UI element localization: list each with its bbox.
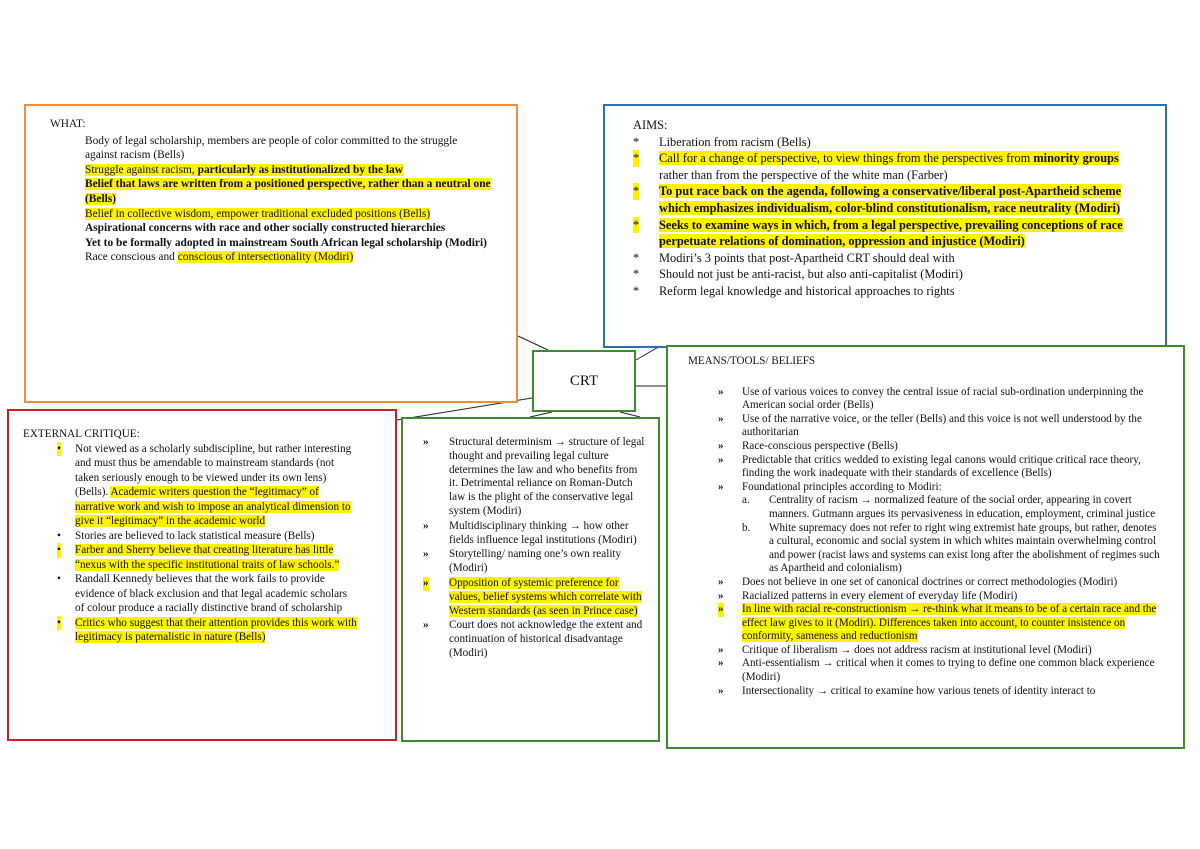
aims-item	[633, 150, 1145, 183]
means-item	[688, 590, 1161, 604]
text-segment: Not viewed as a scholarly subdiscipline, but rather interesting and must thus be amendable to mainstream standards (not taken seriously enough to be viewed under its own lens) (Bells).	[75, 442, 352, 498]
text-segment: Should not just be anti-racist, but also anti-capitalist (Modiri)	[659, 267, 963, 282]
what-item	[85, 236, 492, 251]
means-bullet-icon: »	[718, 643, 724, 656]
means-bullet-icon: »	[718, 575, 724, 588]
middle-item	[421, 548, 648, 576]
means-sublist	[742, 494, 1161, 576]
middle-item	[421, 520, 648, 548]
aims-item	[633, 217, 1145, 250]
means-bullet-icon: »	[718, 480, 724, 493]
text-segment: Anti-essentialism → critical when it comes to trying to define one common black experience (Modiri)	[742, 657, 1155, 684]
text-segment: Structural determinism → structure of legal thought and prevailing legal culture determines the law and who benefits from it. Detrimental reliance on Roman-Dutch law is the plight of the conservative legal system (Modiri)	[449, 436, 645, 517]
aims-title: AIMS:	[633, 118, 668, 132]
external-bullet-icon: •	[57, 616, 61, 629]
text-segment: Belief that laws are written from a positioned perspective, rather than a neutral one (Bells)	[85, 178, 491, 205]
text-segment: Modiri’s 3 points that post-Apartheid CRT should deal with	[659, 250, 955, 265]
means-title: MEANS/TOOLS/ BELIEFS	[688, 355, 816, 367]
crt-label: CRT	[569, 372, 599, 389]
text-segment: Race conscious and	[85, 251, 178, 264]
text-segment: Does not believe in one set of canonical doctrines or correct methodologies (Modiri)	[742, 575, 1118, 588]
text-segment: Farber and Sherry believe that creating literature has little “nexus with the specific institutional traits of law schools.”	[75, 544, 340, 571]
what-item	[85, 221, 492, 236]
aims-box	[603, 104, 1167, 348]
aims-bullet-icon: *	[633, 267, 640, 282]
text-segment: In line with racial re-constructionism → re-think what it means to be of a certain race and the effect law gives to it (Modiri). Differences taken into account, to counter insistence on conformity, sameness and reductionism	[742, 603, 1157, 643]
what-item	[85, 207, 492, 222]
means-box	[666, 345, 1185, 749]
aims-item	[633, 250, 1145, 267]
means-bullet-icon: »	[718, 603, 724, 616]
middle-bullet-icon: »	[423, 548, 429, 561]
text-segment: Call for a change of perspective, to view things from the perspectives from	[659, 151, 1034, 166]
text-segment: Aspirational concerns with race and other socially constructed hierarchies	[85, 222, 446, 235]
means-item	[688, 440, 1161, 454]
sub-marker: b.	[742, 521, 751, 534]
text-segment: conscious of intersectionality (Modiri)	[177, 251, 354, 264]
text-segment: Foundational principles according to Modiri:	[742, 480, 942, 493]
text-segment: Predictable that critics wedded to existing legal canons would critique critical race theory, finding the work inadequate with their standards of excellence (Bells)	[742, 453, 1141, 480]
middle-bullet-icon: »	[423, 619, 429, 632]
connector-what	[518, 336, 548, 350]
text-segment: White supremacy does not refer to right wing extremist hate groups, but rather, denotes a cultural, economic and social system in which whites maintain overwhelming control and power (racist laws and systems can exist long after the abolishment of regimes such as Apartheid and colonialism)	[769, 521, 1160, 575]
aims-bullet-icon: *	[633, 134, 640, 149]
means-item	[688, 657, 1161, 684]
what-box	[24, 104, 518, 403]
text-segment: Race-conscious perspective (Bells)	[742, 439, 898, 452]
aims-list	[633, 134, 1145, 300]
means-bullet-icon: »	[718, 453, 724, 466]
aims-bullet-icon: *	[633, 217, 640, 232]
means-item	[688, 481, 1161, 576]
external-item	[23, 616, 381, 645]
aims-item	[633, 134, 1145, 151]
means-item	[688, 644, 1161, 658]
aims-bullet-icon: *	[633, 184, 640, 199]
external-item	[23, 529, 381, 544]
aims-bullet-icon: *	[633, 151, 640, 166]
means-list	[688, 386, 1161, 699]
what-list	[50, 134, 492, 265]
what-item	[85, 177, 492, 206]
means-bullet-icon: »	[718, 589, 724, 602]
text-segment: Centrality of racism → normalized feature of the social order, appearing in covert manners. Gutmann argues its pervasiveness in education, employment, criminal justice	[769, 494, 1156, 520]
what-item	[85, 163, 492, 178]
text-segment: Use of various voices to convey the central issue of racial sub-ordination underpinning the American social order (Bells)	[742, 385, 1144, 412]
middle-bullet-icon: »	[423, 436, 429, 448]
aims-bullet-icon: *	[633, 283, 640, 298]
what-item	[85, 134, 492, 163]
aims-bullet-icon: *	[633, 250, 640, 265]
means-item	[688, 685, 1161, 699]
means-item	[688, 386, 1161, 413]
aims-item	[633, 266, 1145, 283]
middle-bullet-icon: »	[423, 519, 429, 532]
text-segment: Randall Kennedy believes that the work fails to provide evidence of black exclusion and that legal academic scholars of colour produce a racially distinctive brand of scholarship	[75, 573, 348, 614]
external-item	[23, 442, 381, 529]
text-segment: Multidisciplinary thinking → how other fields influence legal institutions (Modiri)	[449, 519, 637, 546]
text-segment: minority groups	[1033, 151, 1119, 166]
sub-marker: a.	[742, 494, 750, 507]
means-item	[688, 413, 1161, 440]
text-segment: Body of legal scholarship, members are people of color committed to the struggle against racism (Bells)	[85, 134, 458, 162]
text-segment: Critique of liberalism → does not address racism at institutional level (Modiri)	[742, 643, 1092, 656]
external-bullet-icon: •	[57, 529, 61, 542]
text-segment: rather than from the perspective of the white man (Farber)	[659, 167, 948, 182]
external-bullet-icon: •	[57, 544, 61, 556]
external-bullet-icon: •	[57, 573, 61, 585]
means-item	[688, 576, 1161, 590]
text-segment: Academic writers question the “legitimacy” of narrative work and wish to impose an analytical dimension to give it “legitimacy” in the academic world	[75, 486, 351, 527]
means-bullet-icon: »	[718, 439, 724, 452]
means-item	[688, 454, 1161, 481]
external-critique-box	[7, 409, 397, 741]
external-bullet-icon: •	[57, 442, 61, 455]
text-segment: Yet to be formally adopted in mainstream South African legal scholarship (Modiri)	[85, 236, 487, 249]
middle-item	[421, 577, 648, 618]
middle-list	[421, 436, 648, 661]
middle-item	[421, 619, 648, 660]
text-segment: Use of the narrative voice, or the teller (Bells) and this voice is not well understood by the authoritarian	[742, 412, 1142, 439]
text-segment: Court does not acknowledge the extent and continuation of historical disadvantage (Modiri)	[449, 619, 643, 659]
middle-bullet-icon: »	[423, 576, 429, 589]
text-segment: To put race back on the agenda, following a conservative/liberal post-Apartheid scheme which emphasizes individualism, color-blind constitutionalism, race neutrality (Modiri)	[659, 184, 1122, 215]
text-segment: Belief in collective wisdom, empower traditional excluded positions (Bells)	[85, 207, 431, 220]
external-item	[23, 572, 381, 616]
aims-item	[633, 183, 1145, 216]
means-bullet-icon: »	[718, 412, 724, 425]
what-title: WHAT:	[50, 118, 86, 130]
text-segment: Seeks to examine ways in which, from a legal perspective, prevailing conceptions of race perpetuate relations of domination, oppression and injustice (Modiri)	[659, 217, 1123, 249]
means-subitem	[742, 522, 1161, 576]
text-segment: Liberation from racism (Bells)	[659, 134, 811, 149]
aims-item	[633, 283, 1145, 300]
external-list	[23, 442, 381, 645]
what-item	[85, 250, 492, 265]
text-segment: Critics who suggest that their attention provides this work with legitimacy is paternalistic in nature (Bells)	[75, 616, 357, 643]
external-item	[23, 543, 381, 572]
means-subitem	[742, 494, 1161, 521]
means-bullet-icon: »	[718, 684, 724, 697]
middle-box	[401, 417, 660, 742]
means-item	[688, 603, 1161, 644]
text-segment: Storytelling/ naming one’s own reality (Modiri)	[449, 548, 622, 575]
text-segment: Stories are believed to lack statistical measure (Bells)	[75, 529, 315, 542]
text-segment: Intersectionality → critical to examine how various tenets of identity interact to	[742, 684, 1096, 697]
text-segment: Opposition of systemic preference for values, belief systems which correlate with Western standards (as seen in Prince case)	[449, 576, 642, 617]
text-segment: Reform legal knowledge and historical approaches to rights	[659, 283, 955, 298]
middle-item	[421, 436, 648, 519]
text-segment: Struggle against racism,	[85, 163, 198, 176]
crt-center-node	[532, 350, 636, 412]
means-bullet-icon: »	[718, 385, 724, 398]
text-segment: Racialized patterns in every element of everyday life (Modiri)	[742, 589, 1018, 602]
means-bullet-icon: »	[718, 657, 724, 670]
external-title: EXTERNAL CRITIQUE:	[23, 428, 140, 440]
text-segment: particularly as institutionalized by the law	[197, 163, 403, 176]
